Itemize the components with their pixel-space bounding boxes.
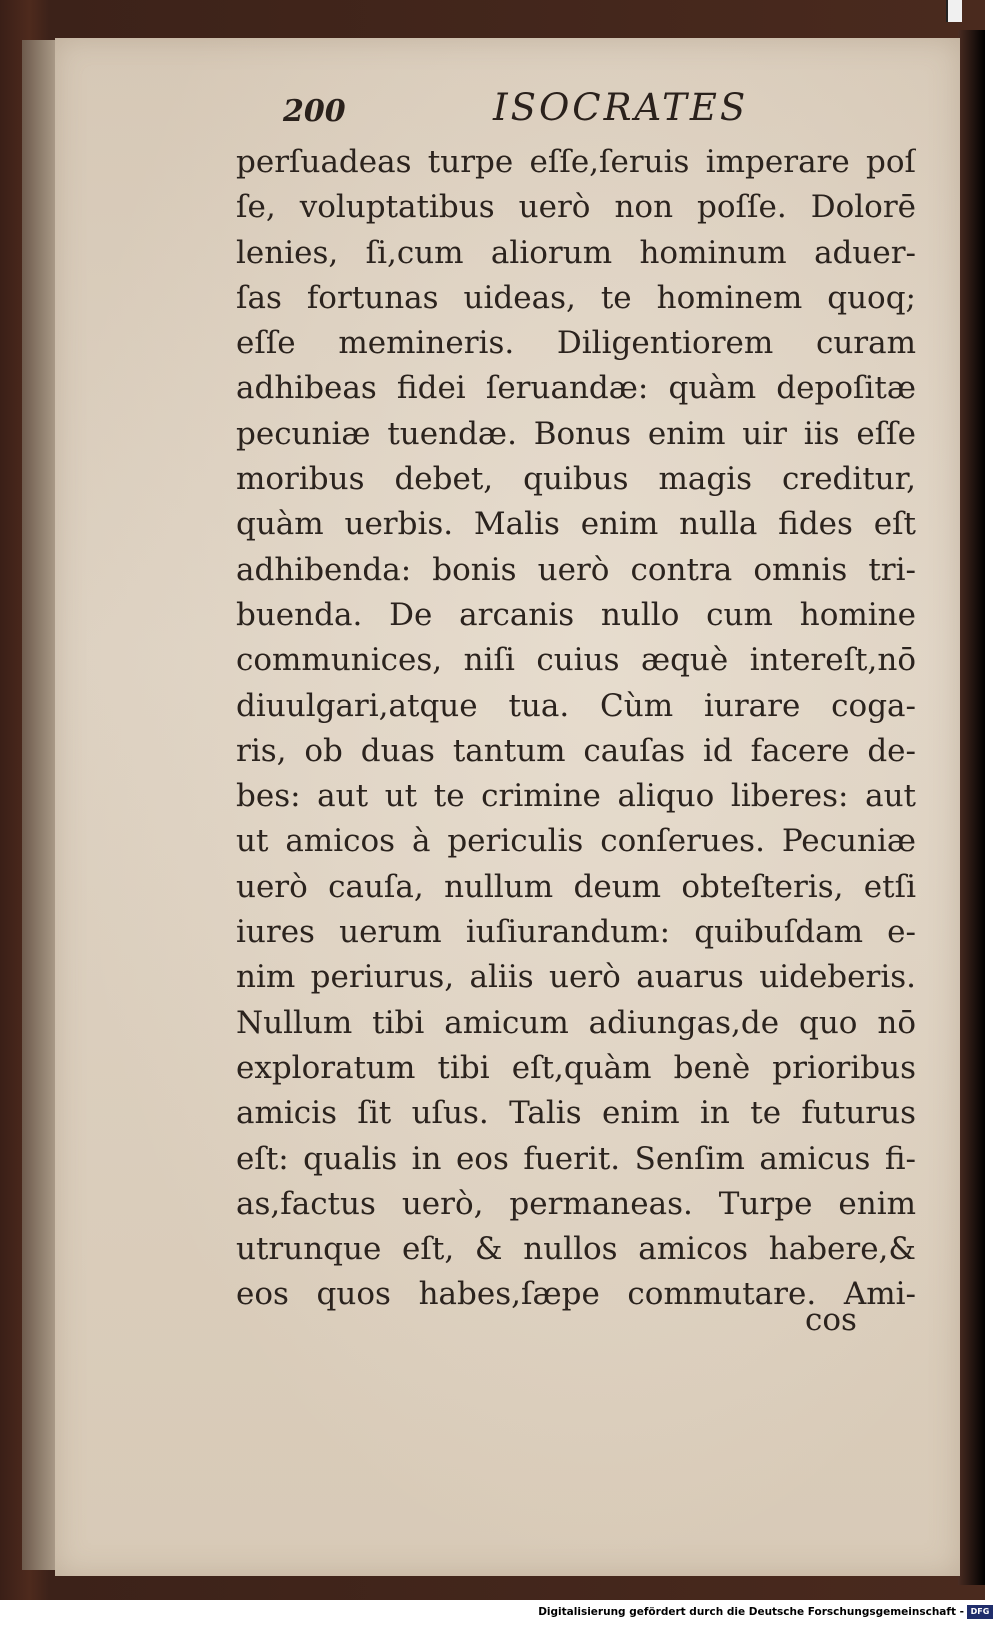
text-line: adhibeas fidei ſeruandæ: quàm depoſitæ — [236, 370, 916, 407]
scan-corner-mark — [946, 0, 962, 22]
text-line: diuulgari,atque tua. Cùm iurare coga- — [236, 687, 916, 724]
text-line: eos quos habes,ſæpe commutare. Ami- — [236, 1276, 916, 1313]
text-line: ris, ob duas tantum cauſas id facere de- — [236, 732, 916, 769]
text-line: buenda. De arcanis nullo cum homine — [236, 596, 916, 633]
text-line: eſt: qualis in eos fuerit. Senſim amicus fi- — [236, 1140, 916, 1177]
text-line: Nullum tibi amicum adiungas,de quo nō — [236, 1004, 916, 1041]
body-text — [236, 140, 916, 1318]
text-line: nim periurus, aliis uerò auarus uideberis. — [236, 959, 916, 996]
text-line: iures uerum iuſiurandum: quibuſdam e- — [236, 914, 916, 951]
text-line: ut amicos à periculis conſerues. Pecuniæ — [236, 823, 916, 860]
text-line: bes: aut ut te crimine aliquo liberes: aut — [236, 778, 916, 815]
running-title: ISOCRATES — [493, 86, 749, 129]
text-line: ſe, voluptatibus uerò non poſſe. Dolorē — [236, 189, 916, 226]
text-line: moribus debet, quibus magis creditur, — [236, 461, 916, 498]
text-line: pecuniæ tuendæ. Bonus enim uir iis eſſe — [236, 415, 916, 452]
text-line: amicis ſit uſus. Talis enim in te futurus — [236, 1095, 916, 1132]
catchword: cos — [805, 1302, 857, 1338]
text-line: eſſe memineris. Diligentiorem curam — [236, 325, 916, 362]
text-line: lenies, ſi,cum aliorum hominum aduer- — [236, 234, 916, 271]
text-line: quàm uerbis. Malis enim nulla fides eſt — [236, 506, 916, 543]
page-header — [283, 86, 803, 134]
page-number: 200 — [283, 94, 346, 129]
text-line: perſuadeas turpe eſſe,ſeruis imperare poſ — [236, 144, 916, 180]
text-line: adhibenda: bonis uerò contra omnis tri- — [236, 551, 916, 588]
text-line: uerò cauſa, nullum deum obteſteris, etſi — [236, 868, 916, 905]
text-line: communices, niſi cuius æquè intereſt,nō — [236, 642, 916, 679]
dfg-logo: DFG — [967, 1605, 993, 1619]
text-line: ſas fortunas uideas, te hominem quoq; — [236, 279, 916, 316]
text-line: utrunque eſt, & nullos amicos habere,& — [236, 1231, 916, 1268]
text-line: as,factus uerò, permaneas. Turpe enim — [236, 1185, 916, 1222]
text-line: exploratum tibi eſt,quàm benè prioribus — [236, 1049, 916, 1086]
page-edge — [958, 30, 985, 1585]
funding-note: Digitalisierung gefördert durch die Deutsche Forschungsgemeinschaft - — [538, 1606, 964, 1618]
